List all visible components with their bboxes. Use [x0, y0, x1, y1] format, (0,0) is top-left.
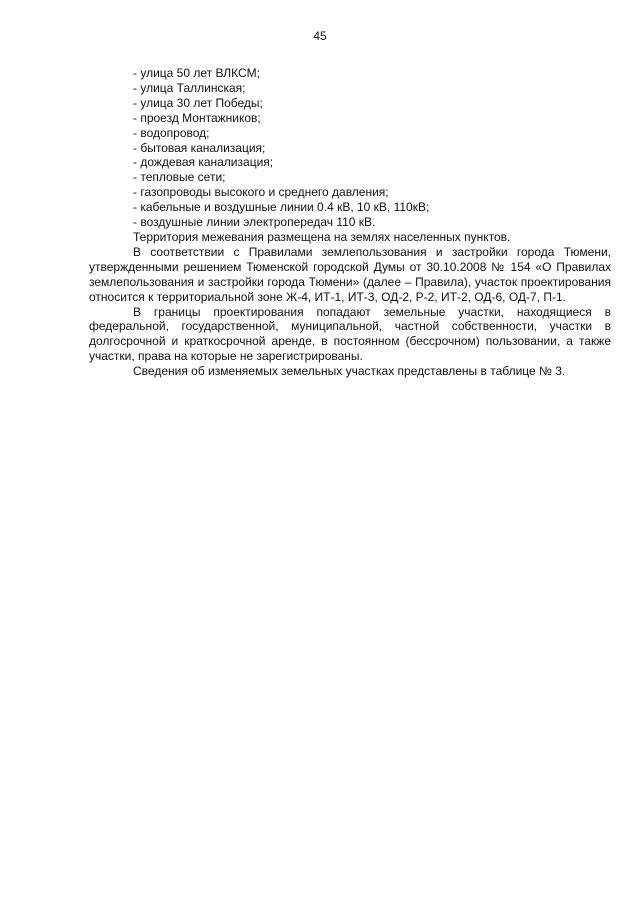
list-item: - улица 30 лет Победы; [133, 95, 263, 110]
body-text [89, 230, 611, 379]
list-item: - кабельные и воздушные линии 0.4 кВ, 10 кВ, 110кВ; [133, 200, 430, 215]
list-item: - газопроводы высокого и среднего давления; [133, 185, 389, 200]
list-item: - воздушные линии электропередач 110 кВ. [133, 215, 376, 230]
utility-list [133, 66, 429, 230]
paragraph-territory: Территория межевания размещена на землях населенных пунктов. [133, 230, 511, 244]
paragraph-zoning-rules: В соответствии с Правилами землепользования и застройки города Тюмени, утвержденными решением Тюменской городской Думы от 30.10.2008 № 154 «О Правилах землепользования и застройки города Тюмени» (далее – Правила), участок проектирования относится к территориальной зоне Ж-4, ИТ-1, ИТ-3, ОД-2, Р-2, ИТ-2, ОД-6, ОД-7, П-1. [89, 244, 611, 304]
paragraph-land-plots: В границы проектирования попадают земельные участки, находящиеся в федеральной, государственной, муниципальной, частной собственности, участки в долгосрочной и краткосрочной аренде, в постоянном (бессрочном) пользовании, а также участки, права на которые не зарегистрированы. [89, 304, 611, 364]
list-item: - улица Таллинская; [133, 80, 246, 95]
list-item: - водопровод; [133, 125, 210, 140]
list-item: - дождевая канализация; [133, 155, 274, 170]
list-item: - бытовая канализация; [133, 140, 266, 155]
list-item: - улица 50 лет ВЛКСМ; [133, 66, 260, 80]
page-number: 45 [313, 29, 327, 43]
list-item: - проезд Монтажников; [133, 110, 261, 125]
list-item: - тепловые сети; [133, 170, 226, 185]
paragraph-table-reference: Сведения об изменяемых земельных участках представлены в таблице № 3. [133, 364, 566, 379]
